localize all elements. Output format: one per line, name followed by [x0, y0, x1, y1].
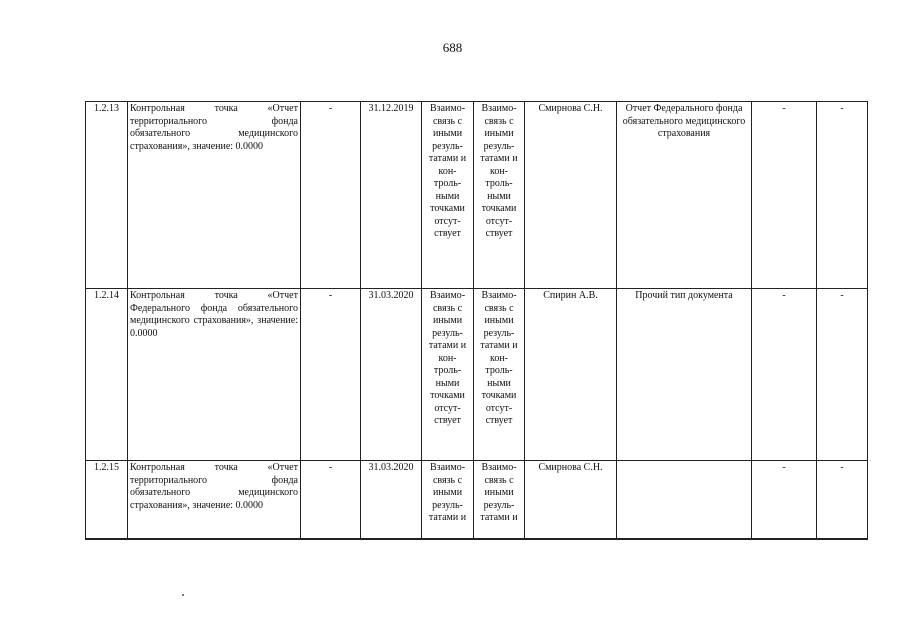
row-description: Контрольная точка «Отчет территориального фонда обязательного медицинского страхования», значение: 0.0000	[128, 461, 301, 539]
relation-text-line: иными	[432, 315, 463, 326]
row-relation-a	[422, 289, 474, 461]
relation-text-line: кон-	[489, 352, 509, 364]
relation-text-line: ствует	[485, 415, 513, 426]
row-number: 1.2.15	[86, 461, 128, 539]
relation-text-line: троль-	[485, 365, 513, 376]
relation-text-line: троль-	[485, 178, 513, 189]
relation-text-line: ными	[435, 377, 460, 389]
row-relation-b	[474, 461, 525, 539]
relation-text-line: татами и	[480, 512, 518, 523]
relation-text-line: Взаимо-	[481, 103, 517, 114]
relation-text-line: связь с	[432, 115, 463, 127]
relation-text-line: татами и	[428, 340, 467, 351]
relation-text-line: точками	[481, 390, 517, 401]
table-row	[86, 289, 868, 461]
row-date: 31.03.2020	[361, 461, 422, 539]
row-col3: -	[301, 461, 361, 539]
relation-text-line: связь с	[484, 474, 514, 486]
row-date: 31.12.2019	[361, 102, 422, 289]
row-number: 1.2.14	[86, 289, 128, 461]
row-number: 1.2.13	[86, 102, 128, 289]
row-col9: -	[752, 289, 817, 461]
row-document-type: Прочий тип документа	[617, 289, 752, 461]
relation-text-line: резуль-	[432, 499, 463, 511]
relation-text-line: иными	[484, 315, 514, 326]
row-relation-b	[474, 289, 525, 461]
control-points-table	[85, 101, 868, 540]
relation-text-line: Взаимо-	[429, 462, 466, 473]
row-description: Контрольная точка «Отчет территориального фонда обязательного медицинского страхования», значение: 0.0000	[128, 102, 301, 289]
row-col10: -	[817, 102, 868, 289]
row-col9: -	[752, 461, 817, 539]
relation-text-line: Взаимо-	[429, 290, 466, 301]
row-responsible: Смирнова С.Н.	[525, 102, 617, 289]
relation-text-line: иными	[484, 128, 514, 139]
relation-text-line: татами и	[428, 153, 467, 164]
row-col9: -	[752, 102, 817, 289]
relation-text-line: иными	[432, 487, 463, 498]
relation-text-line: троль-	[433, 365, 462, 376]
relation-text-line: отсут-	[434, 215, 461, 227]
relation-text-line: резуль-	[483, 140, 515, 152]
relation-text-line: точками	[481, 203, 517, 214]
row-date: 31.03.2020	[361, 289, 422, 461]
row-col10: -	[817, 289, 868, 461]
relation-text-line: связь с	[484, 115, 514, 127]
relation-text-line: ствует	[485, 228, 513, 239]
relation-text-line: иными	[432, 128, 463, 139]
relation-text-line: отсут-	[485, 402, 513, 414]
relation-text-line: иными	[484, 487, 514, 498]
relation-text-line: резуль-	[432, 327, 463, 339]
relation-text-line: ными	[487, 190, 511, 202]
relation-text-line: кон-	[438, 165, 457, 177]
row-relation-b	[474, 102, 525, 289]
page-number: 688	[442, 40, 463, 55]
relation-text-line: Взаимо-	[481, 462, 517, 473]
table-row	[86, 102, 868, 289]
row-responsible: Смирнова С.Н.	[525, 461, 617, 539]
relation-text-line: кон-	[489, 165, 509, 177]
relation-text-line: связь с	[432, 302, 463, 314]
relation-text-line: кон-	[438, 352, 457, 364]
relation-text-line: связь с	[484, 302, 514, 314]
relation-text-line: отсут-	[434, 402, 461, 414]
relation-text-line: ствует	[434, 228, 461, 239]
relation-text-line: резуль-	[483, 327, 515, 339]
relation-text-line: ными	[435, 190, 460, 202]
relation-text-line: точками	[430, 390, 465, 401]
relation-text-line: Взаимо-	[429, 103, 466, 114]
relation-text-line: татами и	[480, 153, 518, 164]
row-description: Контрольная точка «Отчет Федерального фонда обязательного медицинского страхования», значение: 0.0000	[128, 289, 301, 461]
row-document-type	[617, 461, 752, 539]
relation-text-line: татами и	[428, 512, 467, 523]
row-responsible: Спирин А.В.	[525, 289, 617, 461]
relation-text-line: резуль-	[432, 140, 463, 152]
row-col10: -	[817, 461, 868, 539]
relation-text-line: ными	[487, 377, 511, 389]
relation-text-line: отсут-	[485, 215, 513, 227]
row-document-type: Отчет Федерального фонда обязательного медицинского страхования	[617, 102, 752, 289]
row-relation-a	[422, 461, 474, 539]
row-relation-a	[422, 102, 474, 289]
relation-text-line: троль-	[433, 178, 462, 189]
relation-text-line: точками	[430, 203, 465, 214]
scan-speck	[182, 594, 184, 596]
relation-text-line: ствует	[434, 415, 461, 426]
relation-text-line: связь с	[432, 474, 463, 486]
relation-text-line: резуль-	[483, 499, 515, 511]
relation-text-line: Взаимо-	[481, 290, 517, 301]
relation-text-line: татами и	[480, 340, 518, 351]
row-col3: -	[301, 289, 361, 461]
table-row	[86, 461, 868, 539]
row-col3: -	[301, 102, 361, 289]
